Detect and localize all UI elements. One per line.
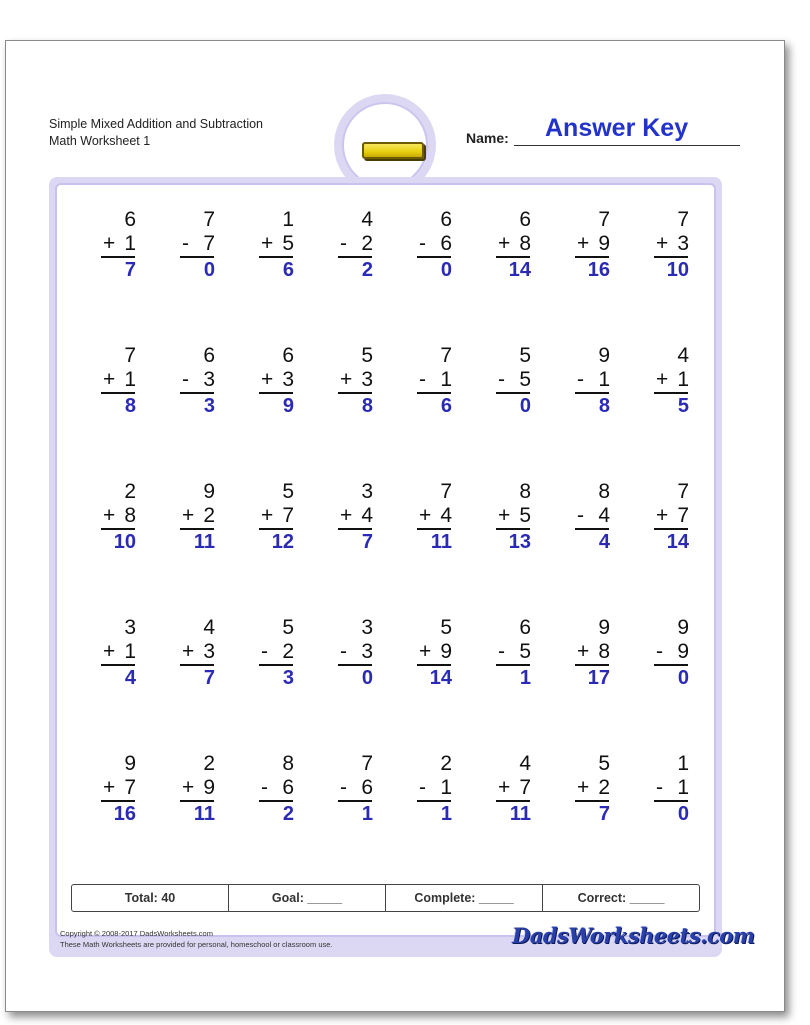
problem-bottom-number: 1 bbox=[677, 776, 689, 799]
problem-operator: + bbox=[498, 504, 511, 527]
problem-operator: - bbox=[182, 368, 189, 391]
problem-top-number: 5 bbox=[440, 616, 452, 639]
problem-answer: 11 bbox=[193, 803, 215, 825]
problem-top-number: 5 bbox=[519, 344, 531, 367]
problem-answer: 10 bbox=[113, 531, 136, 553]
problem-bottom-number: 9 bbox=[677, 640, 689, 663]
problem-operator: + bbox=[498, 776, 511, 799]
problem-item bbox=[401, 585, 461, 689]
problem-answer: 14 bbox=[429, 667, 452, 689]
problem-bottom-number: 7 bbox=[282, 504, 294, 527]
answer-key-label: Answer Key bbox=[545, 114, 689, 142]
problem-operator: + bbox=[577, 232, 590, 255]
title-line-2: Math Worksheet 1 bbox=[49, 134, 151, 148]
problem-bottom-number: 6 bbox=[440, 232, 452, 255]
complete-cell: Complete: _____ bbox=[386, 885, 543, 911]
problem-item bbox=[401, 449, 461, 553]
problem-operator: + bbox=[103, 504, 116, 527]
problem-answer: 7 bbox=[598, 803, 610, 825]
problem-rule bbox=[338, 528, 372, 530]
problem-operator: + bbox=[103, 232, 116, 255]
problem-rule bbox=[259, 392, 293, 394]
problem-rule bbox=[417, 256, 451, 258]
problem-top-number: 7 bbox=[203, 208, 215, 231]
problem-item bbox=[85, 449, 145, 553]
problem-top-number: 8 bbox=[598, 480, 610, 503]
problem-top-number: 1 bbox=[677, 752, 689, 775]
copyright bbox=[60, 928, 333, 950]
problem-operator: - bbox=[498, 640, 505, 663]
problem-rule bbox=[575, 800, 609, 802]
problem-answer: 2 bbox=[282, 803, 294, 825]
problem-item bbox=[638, 585, 698, 689]
problem-top-number: 3 bbox=[124, 616, 136, 639]
name-line bbox=[514, 145, 740, 146]
problem-operator: + bbox=[103, 776, 116, 799]
problem-operator: + bbox=[577, 776, 590, 799]
problem-operator: - bbox=[182, 232, 189, 255]
brand-logo: DadsWorksheets.com bbox=[512, 923, 755, 948]
problem-answer: 6 bbox=[282, 259, 294, 281]
problem-rule bbox=[496, 256, 530, 258]
problem-item bbox=[322, 449, 382, 553]
problem-rule bbox=[338, 800, 372, 802]
problem-answer: 6 bbox=[440, 395, 452, 417]
problem-top-number: 9 bbox=[598, 616, 610, 639]
problem-answer: 4 bbox=[124, 667, 136, 689]
problem-item bbox=[638, 449, 698, 553]
problem-item bbox=[85, 313, 145, 417]
problem-bottom-number: 1 bbox=[677, 368, 689, 391]
problem-operator: - bbox=[340, 232, 347, 255]
problem-answer: 12 bbox=[271, 531, 294, 553]
problem-top-number: 6 bbox=[440, 208, 452, 231]
problem-rule bbox=[496, 664, 530, 666]
problem-rule bbox=[417, 528, 451, 530]
problem-rule bbox=[496, 528, 530, 530]
problem-answer: 5 bbox=[677, 395, 689, 417]
problem-answer: 11 bbox=[193, 531, 215, 553]
problem-top-number: 5 bbox=[361, 344, 373, 367]
title-line-1: Simple Mixed Addition and Subtraction bbox=[49, 117, 264, 131]
problem-rule bbox=[417, 392, 451, 394]
problem-rule bbox=[101, 256, 135, 258]
problem-operator: + bbox=[419, 504, 432, 527]
problem-bottom-number: 2 bbox=[203, 504, 215, 527]
problem-item bbox=[480, 449, 540, 553]
problem-item bbox=[322, 585, 382, 689]
goal-cell: Goal: _____ bbox=[229, 885, 386, 911]
problem-rule bbox=[575, 256, 609, 258]
problem-rule bbox=[338, 664, 372, 666]
problem-top-number: 3 bbox=[361, 480, 373, 503]
problem-item bbox=[480, 721, 540, 825]
problem-operator: - bbox=[340, 640, 347, 663]
problem-top-number: 7 bbox=[124, 344, 136, 367]
problem-bottom-number: 3 bbox=[361, 640, 373, 663]
problem-answer: 8 bbox=[124, 395, 136, 417]
problem-bottom-number: 3 bbox=[677, 232, 689, 255]
problem-answer: 7 bbox=[361, 531, 373, 553]
problem-item bbox=[559, 177, 619, 281]
problem-top-number: 2 bbox=[124, 480, 136, 503]
problem-item bbox=[559, 721, 619, 825]
problem-operator: - bbox=[577, 504, 584, 527]
problem-top-number: 7 bbox=[677, 480, 689, 503]
problem-answer: 11 bbox=[430, 531, 452, 553]
problem-bottom-number: 9 bbox=[203, 776, 215, 799]
problem-bottom-number: 1 bbox=[124, 640, 136, 663]
problem-item bbox=[480, 313, 540, 417]
problem-bottom-number: 7 bbox=[124, 776, 136, 799]
problem-bottom-number: 4 bbox=[361, 504, 373, 527]
problem-top-number: 5 bbox=[282, 480, 294, 503]
problem-answer: 0 bbox=[361, 667, 373, 689]
problem-bottom-number: 5 bbox=[519, 504, 531, 527]
problem-top-number: 9 bbox=[677, 616, 689, 639]
problem-rule bbox=[338, 392, 372, 394]
problem-operator: + bbox=[103, 640, 116, 663]
problem-answer: 17 bbox=[587, 667, 610, 689]
problem-bottom-number: 3 bbox=[361, 368, 373, 391]
problem-rule bbox=[180, 664, 214, 666]
problem-answer: 3 bbox=[282, 667, 294, 689]
problem-bottom-number: 4 bbox=[440, 504, 452, 527]
problem-bottom-number: 6 bbox=[361, 776, 373, 799]
problem-operator: - bbox=[419, 368, 426, 391]
problem-item bbox=[243, 721, 303, 825]
problem-rule bbox=[259, 528, 293, 530]
problem-top-number: 9 bbox=[598, 344, 610, 367]
problem-rule bbox=[338, 256, 372, 258]
problem-item bbox=[164, 449, 224, 553]
problem-item bbox=[164, 177, 224, 281]
problem-bottom-number: 4 bbox=[598, 504, 610, 527]
problem-answer: 0 bbox=[677, 667, 689, 689]
problem-item bbox=[480, 585, 540, 689]
copyright-line-2: These Math Worksheets are provided for personal, homeschool or classroom use. bbox=[60, 940, 333, 949]
problem-operator: + bbox=[340, 504, 353, 527]
problem-rule bbox=[101, 800, 135, 802]
problem-item bbox=[164, 585, 224, 689]
problem-item bbox=[559, 585, 619, 689]
problem-top-number: 7 bbox=[440, 480, 452, 503]
problem-top-number: 9 bbox=[203, 480, 215, 503]
problem-bottom-number: 9 bbox=[598, 232, 610, 255]
problem-top-number: 7 bbox=[677, 208, 689, 231]
problem-top-number: 2 bbox=[203, 752, 215, 775]
problem-operator: + bbox=[498, 232, 511, 255]
problem-bottom-number: 3 bbox=[203, 640, 215, 663]
problem-answer: 14 bbox=[508, 259, 531, 281]
problem-rule bbox=[575, 528, 609, 530]
problem-bottom-number: 2 bbox=[598, 776, 610, 799]
problem-rule bbox=[496, 392, 530, 394]
total-cell: Total: 40 bbox=[72, 885, 229, 911]
problem-top-number: 6 bbox=[282, 344, 294, 367]
problem-bottom-number: 7 bbox=[519, 776, 531, 799]
problem-operator: - bbox=[656, 776, 663, 799]
problem-item bbox=[559, 313, 619, 417]
problem-answer: 2 bbox=[361, 259, 373, 281]
problem-rule bbox=[101, 664, 135, 666]
problem-operator: + bbox=[182, 640, 195, 663]
problem-rule bbox=[180, 392, 214, 394]
problem-rule bbox=[575, 664, 609, 666]
problem-operator: + bbox=[182, 776, 195, 799]
problem-bottom-number: 5 bbox=[282, 232, 294, 255]
problem-rule bbox=[180, 256, 214, 258]
problem-answer: 9 bbox=[282, 395, 294, 417]
problem-bottom-number: 7 bbox=[677, 504, 689, 527]
problem-top-number: 4 bbox=[361, 208, 373, 231]
problem-answer: 16 bbox=[587, 259, 610, 281]
problem-answer: 11 bbox=[509, 803, 531, 825]
problem-top-number: 6 bbox=[203, 344, 215, 367]
problem-item bbox=[401, 721, 461, 825]
problem-operator: + bbox=[261, 504, 274, 527]
problem-operator: + bbox=[340, 368, 353, 391]
problem-item bbox=[638, 177, 698, 281]
problem-rule bbox=[259, 800, 293, 802]
problem-answer: 16 bbox=[113, 803, 136, 825]
problem-item bbox=[480, 177, 540, 281]
problem-item bbox=[638, 721, 698, 825]
problem-top-number: 9 bbox=[124, 752, 136, 775]
problem-top-number: 6 bbox=[519, 208, 531, 231]
problem-operator: + bbox=[182, 504, 195, 527]
problem-bottom-number: 3 bbox=[282, 368, 294, 391]
problem-answer: 13 bbox=[508, 531, 531, 553]
problem-rule bbox=[101, 528, 135, 530]
problem-top-number: 4 bbox=[677, 344, 689, 367]
problem-rule bbox=[654, 800, 688, 802]
problem-operator: - bbox=[261, 776, 268, 799]
problem-top-number: 5 bbox=[598, 752, 610, 775]
problem-bottom-number: 9 bbox=[440, 640, 452, 663]
problem-item bbox=[243, 585, 303, 689]
problem-item bbox=[322, 313, 382, 417]
problem-operator: + bbox=[656, 368, 669, 391]
problem-bottom-number: 8 bbox=[598, 640, 610, 663]
problem-answer: 1 bbox=[361, 803, 373, 825]
problem-item bbox=[401, 177, 461, 281]
problem-frame bbox=[49, 177, 755, 957]
problem-rule bbox=[180, 800, 214, 802]
problem-grid bbox=[49, 177, 722, 877]
problem-item bbox=[164, 721, 224, 825]
copyright-line-1: Copyright © 2008-2017 DadsWorksheets.com bbox=[60, 929, 213, 938]
problem-top-number: 8 bbox=[519, 480, 531, 503]
problem-top-number: 2 bbox=[440, 752, 452, 775]
problem-operator: + bbox=[419, 640, 432, 663]
problem-bottom-number: 8 bbox=[124, 504, 136, 527]
problem-rule bbox=[654, 664, 688, 666]
problem-answer: 0 bbox=[203, 259, 215, 281]
problem-operator: + bbox=[577, 640, 590, 663]
problem-bottom-number: 1 bbox=[124, 232, 136, 255]
problem-item bbox=[85, 585, 145, 689]
problem-bottom-number: 2 bbox=[282, 640, 294, 663]
problem-answer: 7 bbox=[203, 667, 215, 689]
problem-operator: + bbox=[103, 368, 116, 391]
problem-top-number: 4 bbox=[519, 752, 531, 775]
problem-bottom-number: 1 bbox=[440, 776, 452, 799]
problem-bottom-number: 3 bbox=[203, 368, 215, 391]
problem-rule bbox=[575, 392, 609, 394]
problem-rule bbox=[654, 528, 688, 530]
problem-item bbox=[401, 313, 461, 417]
problem-answer: 0 bbox=[677, 803, 689, 825]
problem-operator: + bbox=[656, 504, 669, 527]
problem-operator: - bbox=[340, 776, 347, 799]
problem-bottom-number: 1 bbox=[598, 368, 610, 391]
problem-answer: 1 bbox=[440, 803, 452, 825]
problem-operator: + bbox=[261, 232, 274, 255]
minus-sign-icon bbox=[362, 142, 424, 159]
problem-item bbox=[243, 177, 303, 281]
problem-rule bbox=[496, 800, 530, 802]
problem-bottom-number: 8 bbox=[519, 232, 531, 255]
correct-cell: Correct: _____ bbox=[577, 891, 665, 905]
problem-item bbox=[243, 449, 303, 553]
problem-operator: + bbox=[261, 368, 274, 391]
problem-top-number: 7 bbox=[361, 752, 373, 775]
score-bar bbox=[71, 884, 700, 912]
problem-rule bbox=[654, 256, 688, 258]
problem-item bbox=[85, 721, 145, 825]
problem-rule bbox=[180, 528, 214, 530]
name-label: Name: bbox=[466, 130, 509, 146]
problem-answer: 14 bbox=[666, 531, 689, 553]
problem-answer: 8 bbox=[361, 395, 373, 417]
problem-top-number: 5 bbox=[282, 616, 294, 639]
problem-rule bbox=[654, 392, 688, 394]
problem-rule bbox=[101, 392, 135, 394]
problem-rule bbox=[259, 256, 293, 258]
problem-answer: 0 bbox=[440, 259, 452, 281]
problem-operator: - bbox=[419, 232, 426, 255]
problem-operator: + bbox=[656, 232, 669, 255]
problem-answer: 8 bbox=[598, 395, 610, 417]
problem-item bbox=[322, 177, 382, 281]
problem-bottom-number: 7 bbox=[203, 232, 215, 255]
problem-rule bbox=[417, 800, 451, 802]
problem-item bbox=[638, 313, 698, 417]
problem-top-number: 7 bbox=[440, 344, 452, 367]
problem-top-number: 7 bbox=[598, 208, 610, 231]
logo-circle bbox=[342, 102, 428, 188]
problem-bottom-number: 1 bbox=[440, 368, 452, 391]
problem-top-number: 4 bbox=[203, 616, 215, 639]
problem-top-number: 6 bbox=[519, 616, 531, 639]
problem-item bbox=[243, 313, 303, 417]
problem-answer: 1 bbox=[519, 667, 531, 689]
worksheet-title bbox=[49, 116, 263, 150]
problem-answer: 0 bbox=[519, 395, 531, 417]
problem-rule bbox=[417, 664, 451, 666]
problem-bottom-number: 5 bbox=[519, 368, 531, 391]
problem-bottom-number: 6 bbox=[282, 776, 294, 799]
problem-top-number: 6 bbox=[124, 208, 136, 231]
problem-bottom-number: 2 bbox=[361, 232, 373, 255]
problem-answer: 4 bbox=[598, 531, 610, 553]
problem-answer: 7 bbox=[124, 259, 136, 281]
problem-operator: - bbox=[498, 368, 505, 391]
problem-item bbox=[559, 449, 619, 553]
problem-item bbox=[164, 313, 224, 417]
problem-top-number: 8 bbox=[282, 752, 294, 775]
problem-operator: - bbox=[419, 776, 426, 799]
problem-item bbox=[322, 721, 382, 825]
problem-top-number: 1 bbox=[282, 208, 294, 231]
problem-operator: - bbox=[261, 640, 268, 663]
problem-operator: - bbox=[656, 640, 663, 663]
problem-rule bbox=[259, 664, 293, 666]
problem-operator: - bbox=[577, 368, 584, 391]
problem-bottom-number: 5 bbox=[519, 640, 531, 663]
problem-answer: 3 bbox=[203, 395, 215, 417]
problem-top-number: 3 bbox=[361, 616, 373, 639]
problem-answer: 10 bbox=[666, 259, 689, 281]
problem-item bbox=[85, 177, 145, 281]
problem-bottom-number: 1 bbox=[124, 368, 136, 391]
